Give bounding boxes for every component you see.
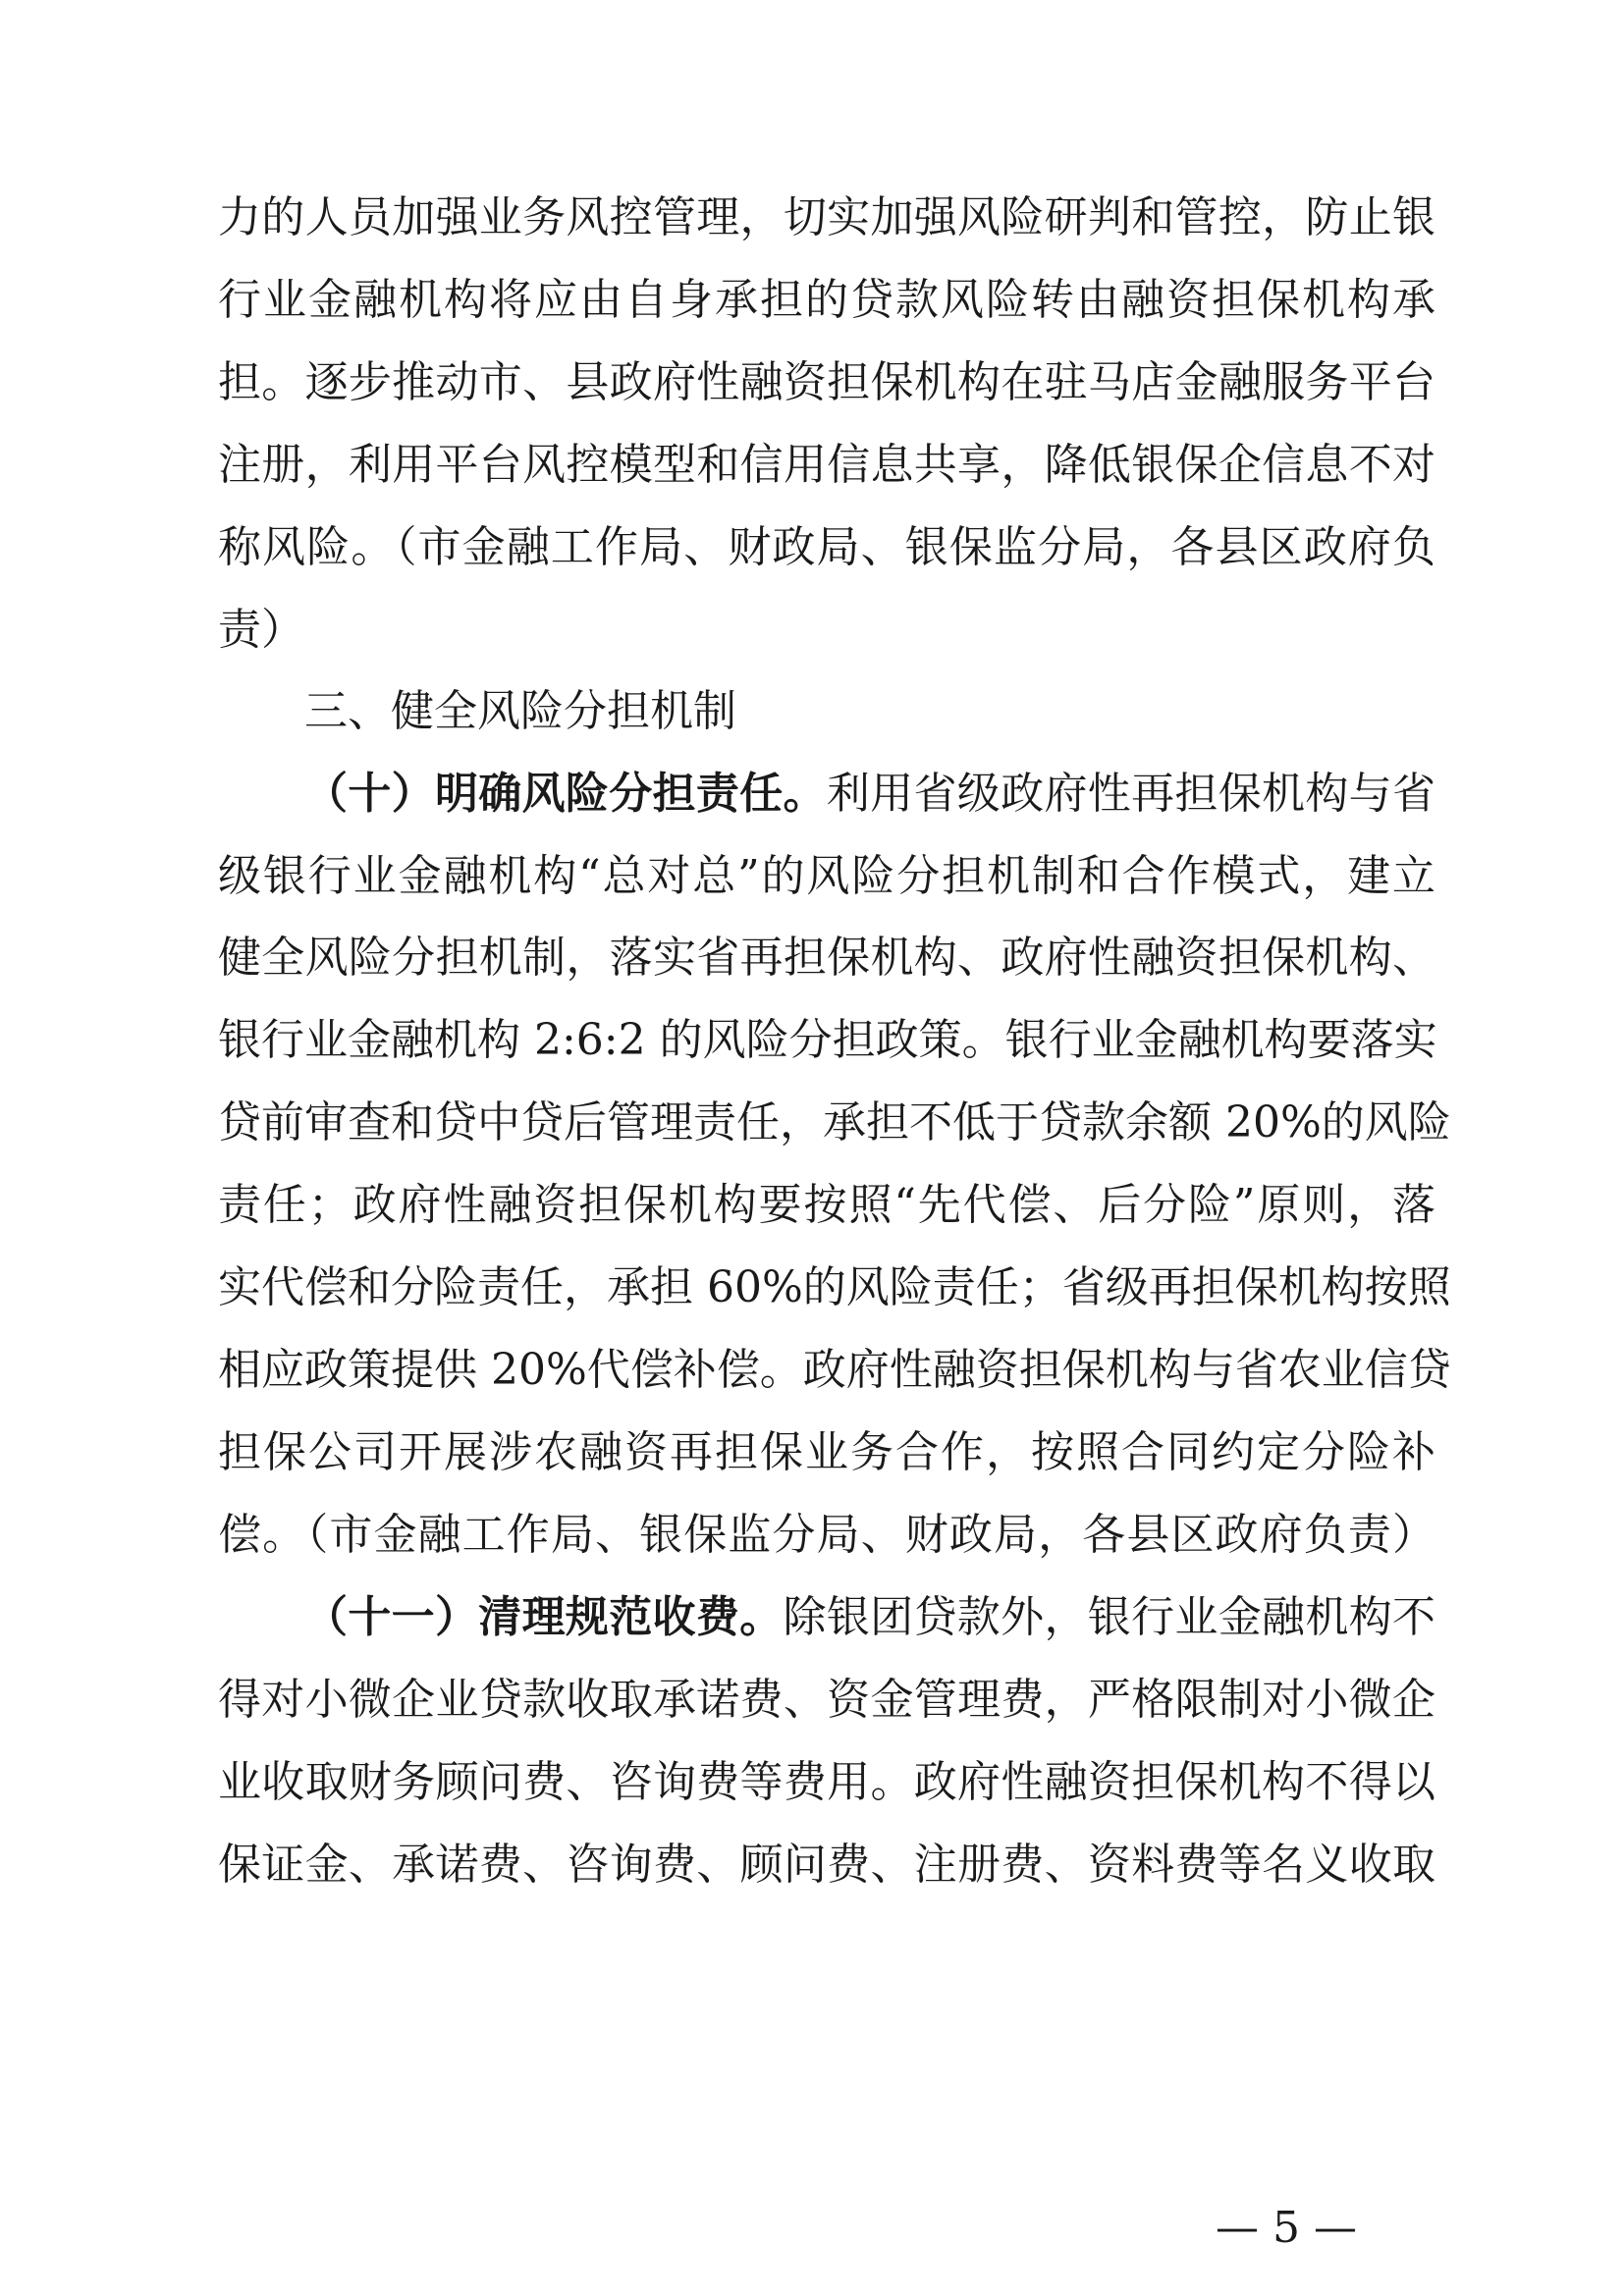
item10-line-6: 责任；政府性融资担保机构要按照“先代偿、后分险”原则，落 — [218, 1180, 1435, 1230]
body-line-6: 责） — [218, 605, 304, 655]
item10-line-8: 相应政策提供 20%代偿补偿。政府性融资担保机构与省农业信贷 — [218, 1345, 1451, 1395]
item11-line-2: 得对小微企业贷款收取承诺费、资金管理费，严格限制对小微企 — [218, 1675, 1435, 1725]
item10-first-line — [304, 765, 1435, 824]
item10-line-9: 担保公司开展涉农融资再担保业务合作，按照合同约定分险补 — [218, 1427, 1435, 1477]
item10-line-2: 级银行业金融机构“总对总”的风险分担机制和合作模式，建立 — [218, 851, 1435, 901]
item11-line-3: 业收取财务顾问费、咨询费等费用。政府性融资担保机构不得以 — [218, 1757, 1435, 1807]
item10-line-7: 实代偿和分险责任，承担 60%的风险责任；省级再担保机构按照 — [218, 1262, 1451, 1312]
section-heading: 三、健全风险分担机制 — [304, 686, 736, 736]
item10-title: （十）明确风险分担责任。 — [304, 769, 827, 819]
body-line-1: 力的人员加强业务风控管理，切实加强风险研判和管控，防止银 — [218, 192, 1435, 242]
item10-line-10: 偿。（市金融工作局、银保监分局、财政局，各县区政府负责） — [218, 1510, 1435, 1560]
body-line-4: 注册，利用平台风控模型和信用信息共享，降低银保企信息不对 — [218, 440, 1435, 490]
item10-line-3: 健全风险分担机制，落实省再担保机构、政府性融资担保机构、 — [218, 933, 1435, 983]
page-number: — 5 — — [1216, 2203, 1357, 2253]
item11-line-4: 保证金、承诺费、咨询费、顾问费、注册费、资料费等名义收取 — [218, 1840, 1435, 1890]
item10-first-line-rest: 利用省级政府性再担保机构与省 — [826, 769, 1436, 819]
item11-title: （十一）清理规范收费。 — [304, 1592, 784, 1642]
item11-first-line-rest: 除银团贷款外，银行业金融机构不 — [783, 1592, 1436, 1642]
item10-line-4: 银行业金融机构 2:6:2 的风险分担政策。银行业金融机构要落实 — [218, 1015, 1437, 1065]
item11-first-line — [304, 1588, 1435, 1647]
body-line-3: 担。逐步推动市、县政府性融资担保机构在驻马店金融服务平台 — [218, 357, 1435, 407]
body-line-2: 行业金融机构将应由自身承担的贷款风险转由融资担保机构承 — [218, 275, 1435, 325]
item10-line-5: 贷前审查和贷中贷后管理责任，承担不低于贷款余额 20%的风险 — [218, 1097, 1451, 1148]
body-line-5: 称风险。（市金融工作局、财政局、银保监分局，各县区政府负 — [218, 522, 1435, 572]
